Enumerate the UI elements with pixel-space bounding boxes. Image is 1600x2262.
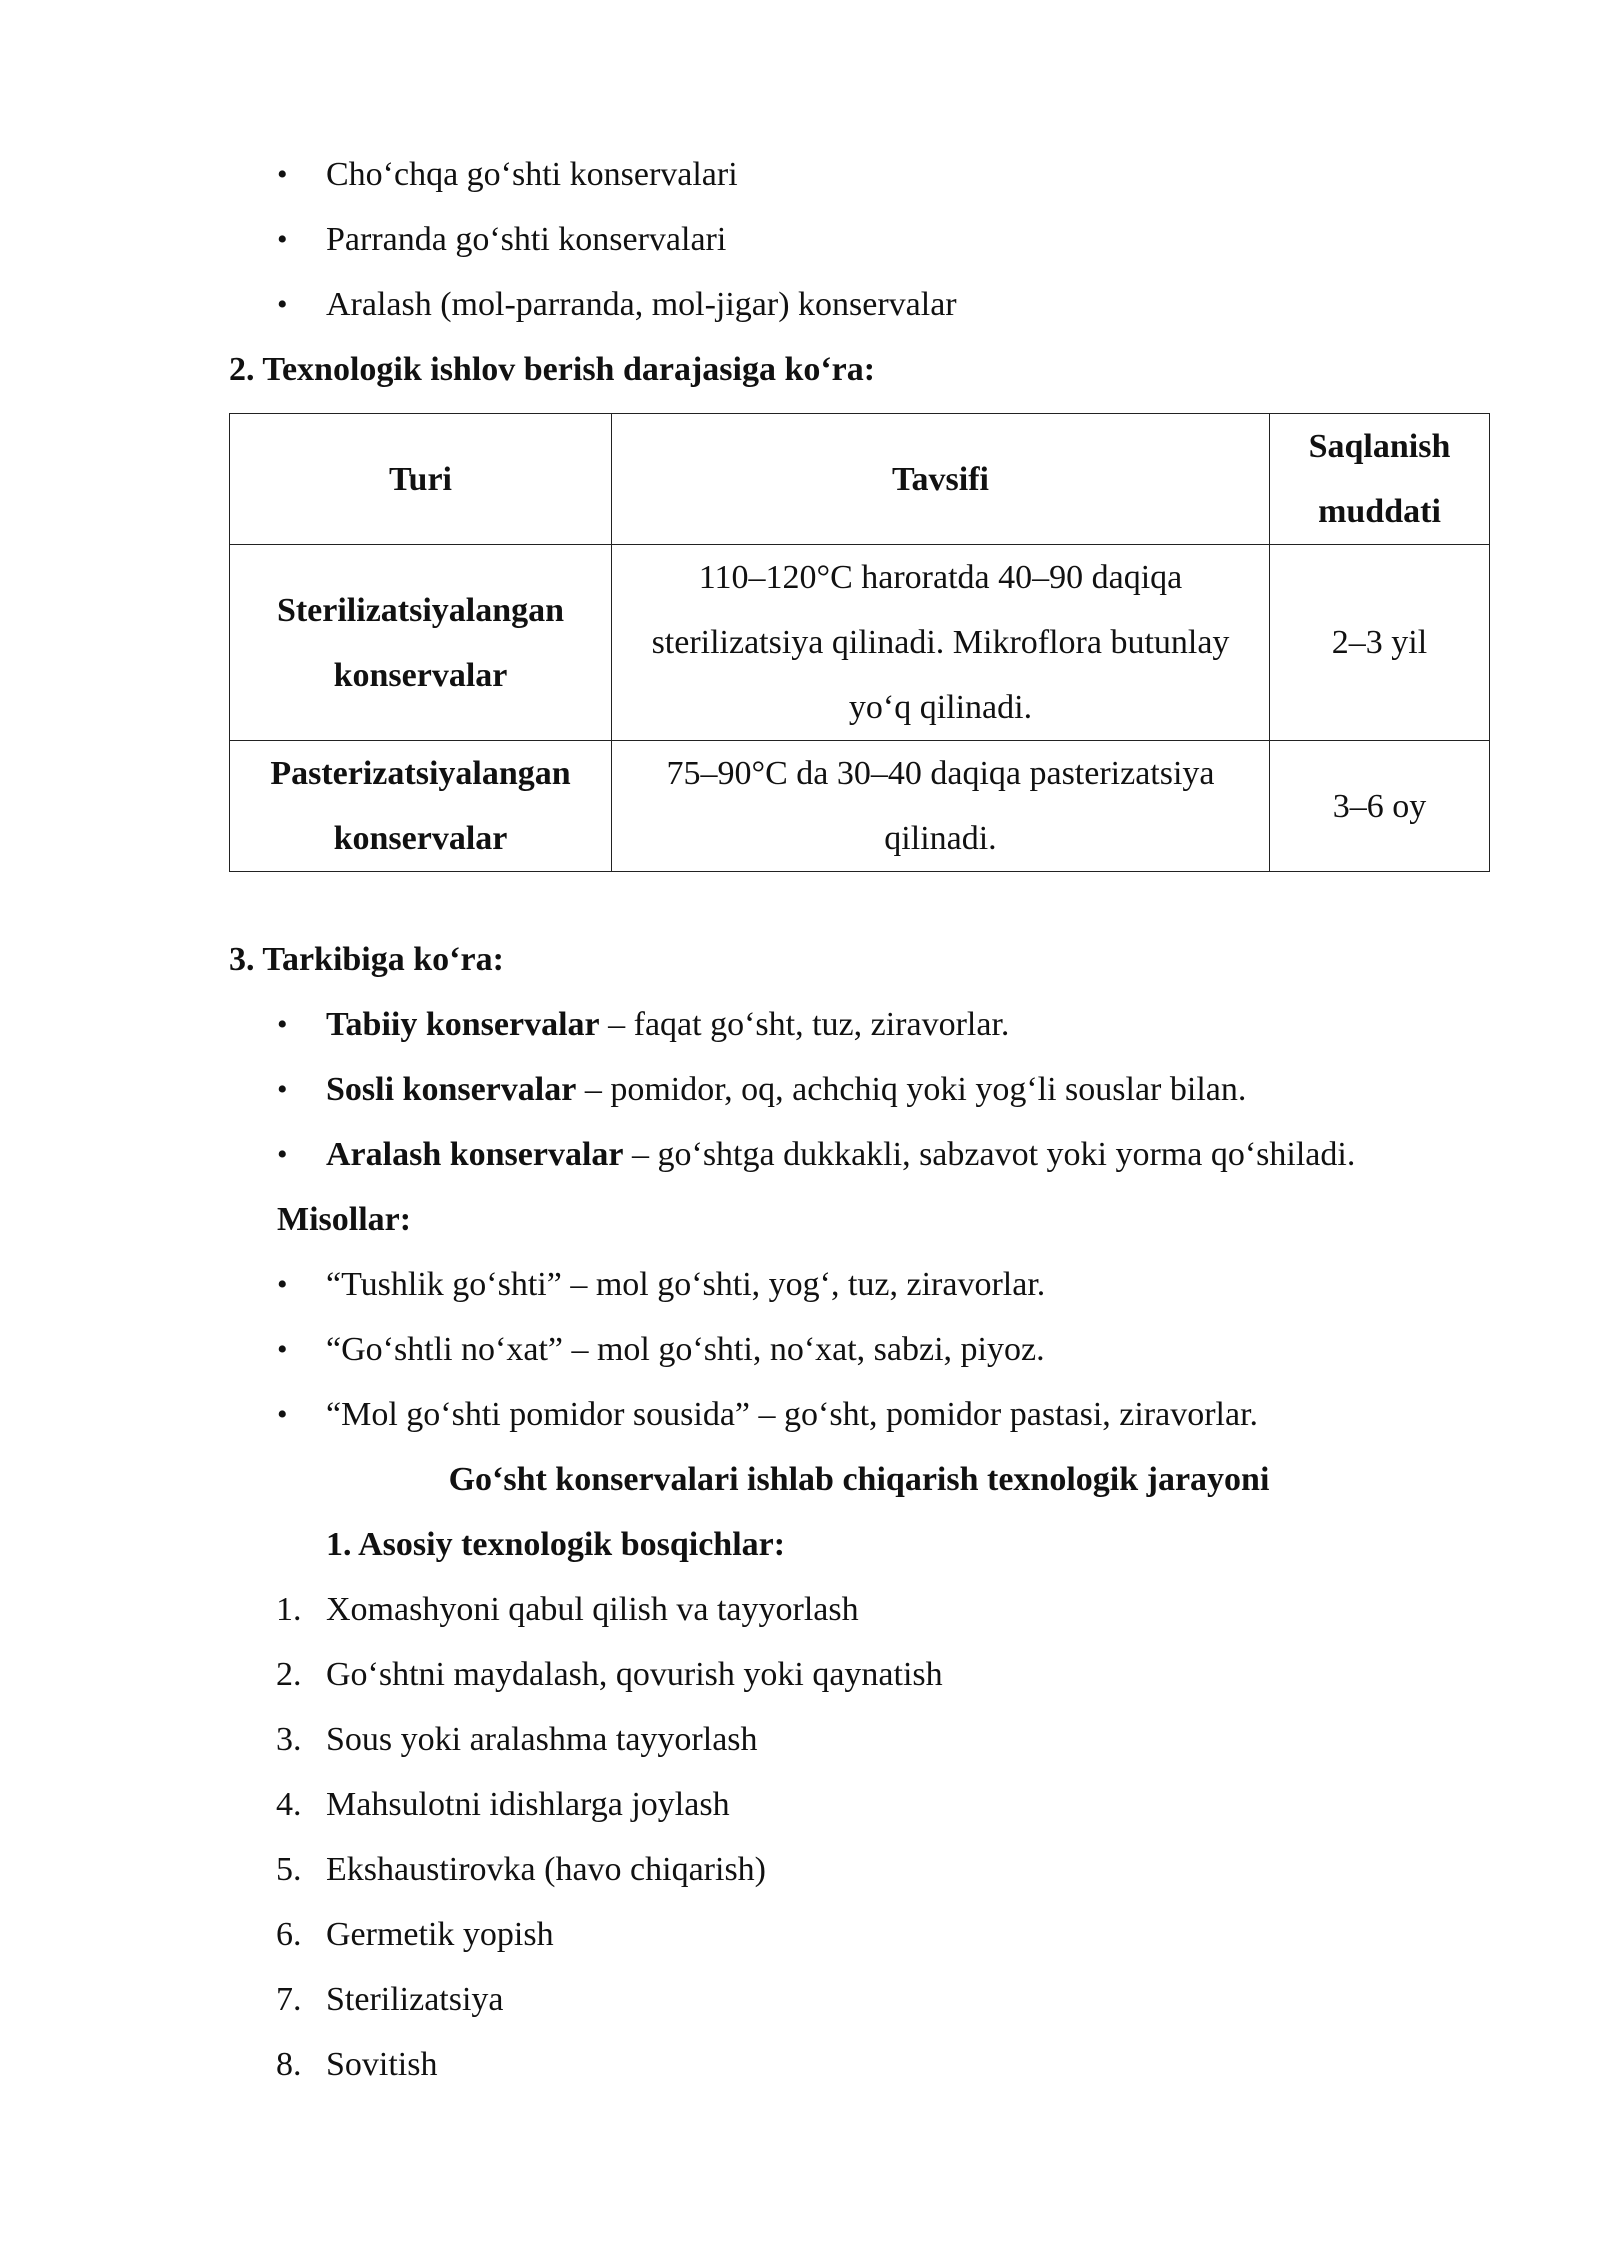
section-heading: 2. Texnologik ishlov berish darajasiga koʻra: — [229, 351, 876, 388]
description-cell: 75–90°C da 30–40 daqiqa pasterizatsiya qilinadi. — [612, 741, 1270, 872]
list-item: Sous yoki aralashma tayyorlash — [326, 1721, 758, 1758]
list-item: “Tushlik goʻshti” – mol goʻshti, yogʻ, tuz, ziravorlar. — [326, 1266, 1046, 1303]
list-item: Ekshaustirovka (havo chiqarish) — [326, 1851, 766, 1888]
term-description: – pomidor, oq, achchiq yoki yogʻli souslar bilan. — [576, 1071, 1247, 1108]
list-item: Mahsulotni idishlarga joylash — [326, 1786, 730, 1823]
bullet-marker: • — [277, 1008, 288, 1041]
bullet-marker: • — [277, 1398, 288, 1431]
table-row — [230, 545, 1490, 741]
step-number: 3. — [276, 1721, 302, 1758]
list-item: Sovitish — [326, 2046, 438, 2083]
table-row — [230, 741, 1490, 872]
list-item: Aralash (mol-parranda, mol-jigar) konservalar — [326, 286, 957, 323]
storage-table — [229, 413, 1490, 872]
bullet-marker: • — [277, 288, 288, 321]
step-number: 8. — [276, 2046, 302, 2083]
steps-heading: 1. Asosiy texnologik bosqichlar: — [326, 1526, 786, 1563]
list-item — [326, 1005, 1009, 1045]
list-item: Choʻchqa goʻshti konservalari — [326, 156, 738, 193]
list-item — [326, 1070, 1246, 1110]
term-label: Tabiiy konservalar — [326, 1006, 600, 1043]
table-header-row — [230, 414, 1490, 545]
term-description: – goʻshtga dukkakli, sabzavot yoki yorma qoʻshiladi. — [623, 1136, 1356, 1173]
process-title: Goʻsht konservalari ishlab chiqarish texnologik jarayoni — [448, 1461, 1270, 1498]
list-item: Germetik yopish — [326, 1916, 554, 1953]
step-number: 2. — [276, 1656, 302, 1693]
step-number: 1. — [276, 1591, 302, 1628]
step-number: 4. — [276, 1786, 302, 1823]
bullet-marker: • — [277, 1333, 288, 1366]
step-number: 5. — [276, 1851, 302, 1888]
list-item: Xomashyoni qabul qilish va tayyorlash — [326, 1591, 859, 1628]
step-number: 6. — [276, 1916, 302, 1953]
header-cell-storage-term: Saqlanish muddati — [1270, 414, 1490, 545]
type-cell: Pasterizatsiyalangan konservalar — [230, 741, 612, 872]
list-item: “Goʻshtli noʻxat” – mol goʻshti, noʻxat, sabzi, piyoz. — [326, 1331, 1045, 1368]
list-item: Sterilizatsiya — [326, 1981, 504, 2018]
bullet-marker: • — [277, 158, 288, 191]
list-item: Goʻshtni maydalash, qovurish yoki qaynatish — [326, 1656, 943, 1693]
list-item: Parranda goʻshti konservalari — [326, 221, 727, 258]
step-number: 7. — [276, 1981, 302, 2018]
term-label: Sosli konservalar — [326, 1071, 577, 1108]
description-cell: 110–120°C haroratda 40–90 daqiqa sterilizatsiya qilinadi. Mikroflora butunlay yoʻq qilinadi. — [612, 545, 1270, 741]
bullet-marker: • — [277, 1138, 288, 1171]
list-item: “Mol goʻshti pomidor sousida” – goʻsht, pomidor pastasi, ziravorlar. — [326, 1396, 1259, 1433]
term-cell: 2–3 yil — [1270, 545, 1490, 741]
bullet-marker: • — [277, 223, 288, 256]
term-label: Aralash konservalar — [326, 1136, 624, 1173]
list-item — [326, 1135, 1355, 1175]
term-cell: 3–6 oy — [1270, 741, 1490, 872]
term-description: – faqat goʻsht, tuz, ziravorlar. — [599, 1006, 1010, 1043]
section-heading: 3. Tarkibiga koʻra: — [229, 941, 504, 978]
header-cell-type: Turi — [230, 414, 612, 545]
header-cell-description: Tavsifi — [612, 414, 1270, 545]
bullet-marker: • — [277, 1268, 288, 1301]
bullet-marker: • — [277, 1073, 288, 1106]
examples-heading: Misollar: — [277, 1201, 412, 1238]
type-cell: Sterilizatsiyalangan konservalar — [230, 545, 612, 741]
